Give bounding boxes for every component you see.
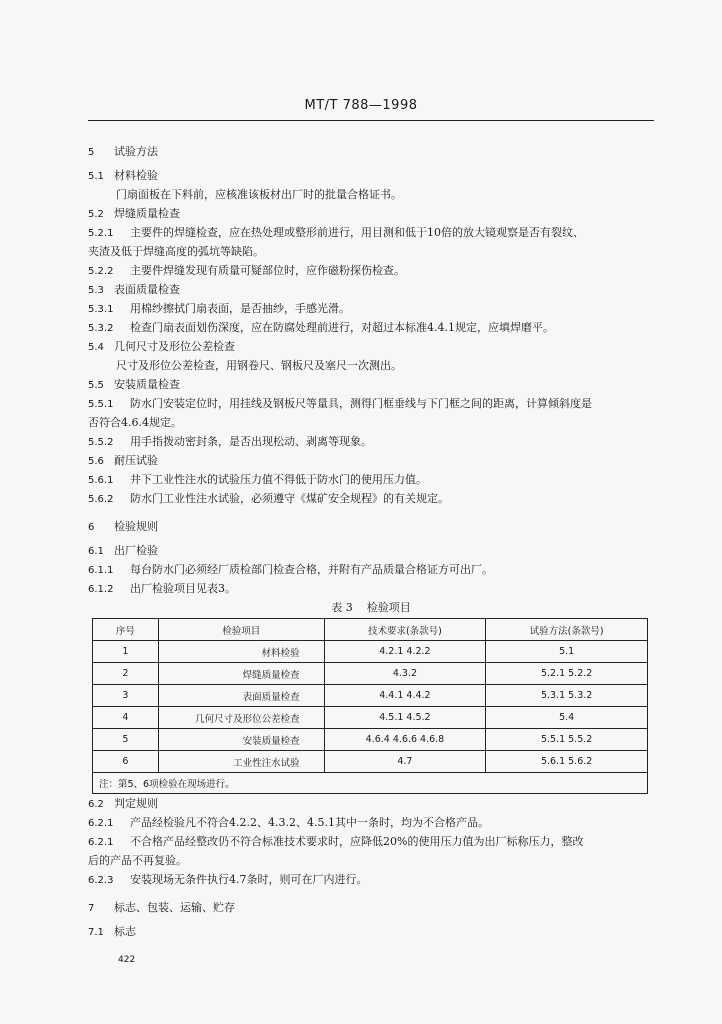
- clause-text: 用手指拨动密封条，是否出现松动、剥离等现象。: [130, 435, 372, 448]
- cell-method: 5.1: [486, 641, 648, 663]
- clause-number: 6.2.1: [88, 837, 114, 848]
- header-rule: [88, 120, 654, 121]
- standard-code: MT/T 788—1998: [304, 98, 418, 113]
- cell-seq: 4: [93, 707, 159, 729]
- cell-tech: 4.3.2: [324, 663, 486, 685]
- section-number: 7: [88, 903, 95, 914]
- section-number: 5.1: [88, 171, 104, 182]
- section-title: 材料检验: [114, 169, 158, 182]
- section-7-heading: [88, 898, 654, 917]
- page-number: 422: [118, 955, 136, 965]
- cell-tech: 4.2.1 4.2.2: [324, 641, 486, 663]
- table-row: [93, 641, 648, 663]
- clause-text: 防水门安装定位时，用挂线及钢板尺等量具，测得门框垂线与下门框之间的距离，计算倾斜度是: [130, 397, 592, 410]
- section-6-heading: [88, 517, 654, 536]
- clause-5-2-1-cont: 夹渣及低于焊缝高度的弧坑等缺陷。: [88, 245, 264, 258]
- clause-text: 防水门工业性注水试验，必须遵守《煤矿安全规程》的有关规定。: [130, 492, 449, 505]
- table-row: [93, 729, 648, 751]
- clause-text: 检查门扇表面划伤深度，应在防腐处理前进行，对超过本标准4.4.1规定，应填焊磨平。: [130, 321, 554, 334]
- cell-tech: 4.5.1 4.5.2: [324, 707, 486, 729]
- clause-text: 每台防水门必须经厂质检部门检查合格，并附有产品质量合格证方可出厂。: [130, 563, 493, 576]
- section-title: 试验方法: [114, 145, 158, 158]
- section-number: 6.1: [88, 546, 104, 557]
- cell-seq: 1: [93, 641, 159, 663]
- table-note: 注：第5、6项检验在现场进行。: [93, 773, 648, 794]
- inspection-items-table: [92, 618, 648, 794]
- clause-text: 安装现场无条件执行4.7条时，则可在厂内进行。: [130, 873, 368, 886]
- cell-method: 5.2.1 5.2.2: [486, 663, 648, 685]
- cell-item: 材料检验: [158, 641, 324, 663]
- clause-text: 用棉纱擦拭门扇表面，是否抽纱，手感光滑。: [130, 302, 350, 315]
- clause-6-2-a: [88, 813, 654, 832]
- cell-method: 5.4: [486, 707, 648, 729]
- clause-6-1-1: [88, 560, 654, 579]
- cell-tech: 4.6.4 4.6.6 4.6.8: [324, 729, 486, 751]
- clause-5-3-2: [88, 318, 654, 337]
- section-number: 5.3: [88, 285, 104, 296]
- section-number: 6.2: [88, 799, 104, 810]
- section-5-2-heading: [88, 204, 654, 223]
- cell-item: 工业性注水试验: [158, 751, 324, 773]
- cell-seq: 2: [93, 663, 159, 685]
- section-number: 5.4: [88, 342, 104, 353]
- clause-number: 5.5.2: [88, 437, 114, 448]
- section-7-1-heading: [88, 922, 654, 941]
- cell-method: 5.5.1 5.5.2: [486, 729, 648, 751]
- clause-number: 5.6.2: [88, 494, 114, 505]
- document-body: [88, 142, 654, 941]
- table-header-row: [93, 619, 648, 641]
- section-number: 6: [88, 522, 95, 533]
- cell-item: 安装质量检查: [158, 729, 324, 751]
- section-6-1-heading: [88, 541, 654, 560]
- section-5-4-text: 尺寸及形位公差检查，用钢卷尺、钢板尺及塞尺一次测出。: [116, 359, 402, 372]
- clause-number: 6.2.1: [88, 818, 114, 829]
- clause-5-3-1: [88, 299, 654, 318]
- section-number: 5.2: [88, 209, 104, 220]
- clause-number: 5.3.1: [88, 304, 114, 315]
- clause-5-5-1-cont: 否符合4.6.4规定。: [88, 416, 182, 429]
- section-number: 5: [88, 147, 95, 158]
- clause-5-5-1: [88, 394, 654, 413]
- clause-number: 5.5.1: [88, 399, 114, 410]
- clause-number: 6.2.3: [88, 875, 114, 886]
- cell-seq: 6: [93, 751, 159, 773]
- section-title: 安装质量检查: [114, 378, 180, 391]
- section-title: 焊缝质量检查: [114, 207, 180, 220]
- section-title: 检验规则: [114, 520, 158, 533]
- header-tech: 技术要求(条款号): [324, 619, 486, 641]
- section-title: 耐压试验: [114, 454, 158, 467]
- clause-number: 5.3.2: [88, 323, 114, 334]
- clause-5-6-1: [88, 470, 654, 489]
- clause-text: 主要件焊缝发现有质量可疑部位时，应作磁粉探伤检查。: [130, 264, 405, 277]
- clause-text: 井下工业性注水的试验压力值不得低于防水门的使用压力值。: [130, 473, 427, 486]
- cell-seq: 5: [93, 729, 159, 751]
- section-5-4-heading: [88, 337, 654, 356]
- table-caption: [88, 598, 654, 618]
- section-5-1-heading: [88, 166, 654, 185]
- section-title: 几何尺寸及形位公差检查: [114, 340, 235, 353]
- table-row: [93, 663, 648, 685]
- table-row: [93, 685, 648, 707]
- clause-6-1-2: [88, 579, 654, 598]
- section-title: 判定规则: [114, 797, 158, 810]
- clause-number: 5.6.1: [88, 475, 114, 486]
- table-row: [93, 707, 648, 729]
- header-seq: 序号: [93, 619, 159, 641]
- clause-text: 主要件的焊缝检查，应在热处理或整形前进行，用目测和低于10倍的放大镜观察是否有裂纹、: [130, 226, 584, 239]
- clause-5-5-2: [88, 432, 654, 451]
- table-row: [93, 751, 648, 773]
- section-5-5-heading: [88, 375, 654, 394]
- cell-item: 几何尺寸及形位公差检查: [158, 707, 324, 729]
- section-5-1-text: 门扇面板在下料前，应核准该板材出厂时的批量合格证书。: [116, 188, 402, 201]
- clause-5-2-1: [88, 223, 654, 242]
- cell-item: 焊缝质量检查: [158, 663, 324, 685]
- section-number: 7.1: [88, 927, 104, 938]
- section-5-heading: [88, 142, 654, 161]
- clause-5-6-2: [88, 489, 654, 508]
- table-note-row: [93, 773, 648, 794]
- cell-item: 表面质量检查: [158, 685, 324, 707]
- clause-number: 6.1.2: [88, 584, 114, 595]
- table-title: 检验项目: [366, 601, 411, 614]
- header-method: 试验方法(条款号): [486, 619, 648, 641]
- cell-method: 5.3.1 5.3.2: [486, 685, 648, 707]
- section-number: 5.5: [88, 380, 104, 391]
- table-number: 表 3: [331, 601, 353, 614]
- cell-method: 5.6.1 5.6.2: [486, 751, 648, 773]
- section-6-2-heading: [88, 794, 654, 813]
- header-item: 检验项目: [158, 619, 324, 641]
- section-title: 表面质量检查: [114, 283, 180, 296]
- clause-number: 5.2.2: [88, 266, 114, 277]
- clause-6-2-3: [88, 870, 654, 889]
- section-number: 5.6: [88, 456, 104, 467]
- cell-tech: 4.7: [324, 751, 486, 773]
- section-title: 出厂检验: [114, 544, 158, 557]
- clause-text: 不合格产品经整改仍不符合标准技术要求时，应降低20%的使用压力值为出厂标称压力，整改: [130, 835, 584, 848]
- clause-6-2-b: [88, 832, 654, 851]
- section-5-6-heading: [88, 451, 654, 470]
- section-5-3-heading: [88, 280, 654, 299]
- cell-tech: 4.4.1 4.4.2: [324, 685, 486, 707]
- section-title: 标志: [114, 925, 136, 938]
- clause-text: 出厂检验项目见表3。: [130, 582, 236, 595]
- cell-seq: 3: [93, 685, 159, 707]
- clause-number: 5.2.1: [88, 228, 114, 239]
- clause-6-2-b-cont: 后的产品不再复验。: [88, 854, 187, 867]
- section-title: 标志、包装、运输、贮存: [114, 901, 235, 914]
- clause-text: 产品经检验凡不符合4.2.2、4.3.2、4.5.1其中一条时，均为不合格产品。: [130, 816, 489, 829]
- clause-5-2-2: [88, 261, 654, 280]
- clause-number: 6.1.1: [88, 565, 114, 576]
